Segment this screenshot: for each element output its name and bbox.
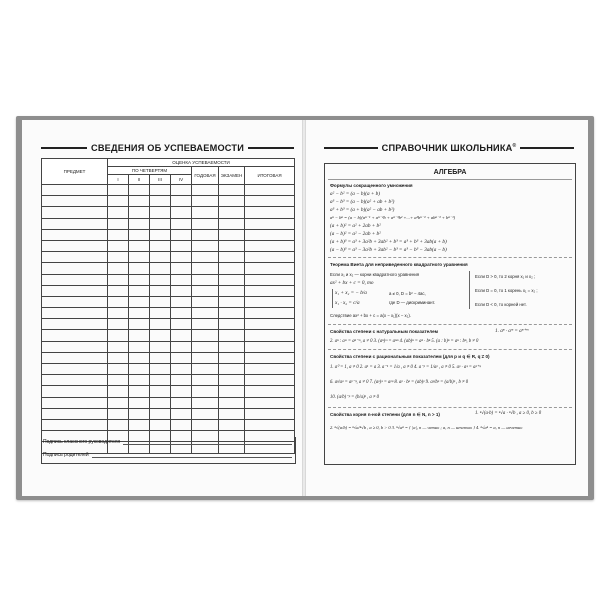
table-cell bbox=[150, 252, 171, 263]
col-quarter-3: III bbox=[150, 175, 171, 185]
table-cell bbox=[171, 240, 192, 251]
table-cell bbox=[42, 319, 108, 330]
heading-vieta: Теорема Виета для неприведенного квадратного уравнения bbox=[330, 262, 468, 267]
table-cell bbox=[150, 296, 171, 307]
table-cell bbox=[219, 419, 245, 430]
table-row bbox=[42, 419, 295, 430]
grades-table bbox=[41, 158, 295, 454]
table-cell bbox=[42, 285, 108, 296]
table-cell bbox=[150, 185, 171, 196]
table-cell bbox=[245, 352, 295, 363]
table-cell bbox=[245, 285, 295, 296]
table-cell bbox=[108, 364, 129, 375]
formula: a² − b² = (a − b)(a + b) bbox=[330, 191, 380, 197]
formula: (a + b)² = a² + 2ab + b² bbox=[330, 223, 381, 229]
table-cell bbox=[42, 252, 108, 263]
table-cell bbox=[42, 364, 108, 375]
table-cell bbox=[129, 218, 150, 229]
table-cell bbox=[108, 386, 129, 397]
table-row bbox=[42, 352, 295, 363]
table-cell bbox=[42, 341, 108, 352]
table-cell bbox=[42, 419, 108, 430]
table-cell bbox=[192, 207, 219, 218]
vieta-case: Если D > 0, то 2 корня x₁ и x₂ ; bbox=[475, 274, 536, 279]
table-row bbox=[42, 229, 295, 240]
table-cell bbox=[150, 386, 171, 397]
left-title-bar bbox=[41, 142, 294, 154]
table-cell bbox=[219, 285, 245, 296]
table-cell bbox=[192, 352, 219, 363]
table-row bbox=[42, 408, 295, 419]
left-page-title: СВЕДЕНИЯ ОБ УСПЕВАЕМОСТИ bbox=[91, 143, 245, 153]
table-cell bbox=[150, 196, 171, 207]
table-cell bbox=[150, 263, 171, 274]
col-final: ИТОГОВАЯ bbox=[245, 167, 295, 185]
table-cell bbox=[108, 375, 129, 386]
table-cell bbox=[108, 240, 129, 251]
table-cell bbox=[108, 263, 129, 274]
table-cell bbox=[192, 319, 219, 330]
table-cell bbox=[108, 252, 129, 263]
table-cell bbox=[171, 196, 192, 207]
notebook-spine bbox=[302, 120, 306, 496]
teacher-signature-line bbox=[41, 438, 294, 445]
formula: a³ + b³ = (a + b)(a² − ab + b²) bbox=[330, 207, 395, 213]
table-cell bbox=[150, 274, 171, 285]
table-cell bbox=[108, 397, 129, 408]
table-row bbox=[42, 375, 295, 386]
table-cell bbox=[245, 274, 295, 285]
table-row bbox=[42, 207, 295, 218]
table-row bbox=[42, 218, 295, 229]
table-cell bbox=[171, 252, 192, 263]
table-cell bbox=[129, 229, 150, 240]
parents-signature-underline bbox=[92, 451, 292, 458]
table-cell bbox=[245, 263, 295, 274]
table-cell bbox=[245, 240, 295, 251]
table-row bbox=[42, 296, 295, 307]
table-cell bbox=[192, 308, 219, 319]
table-cell bbox=[129, 263, 150, 274]
table-cell bbox=[42, 296, 108, 307]
formula: (a − b)² = a² − 2ab + b² bbox=[330, 231, 381, 237]
table-cell bbox=[108, 296, 129, 307]
table-cell bbox=[245, 196, 295, 207]
table-cell bbox=[129, 419, 150, 430]
table-row bbox=[42, 240, 295, 251]
table-cell bbox=[219, 308, 245, 319]
root-rule: 1. ⁿ√(a·b) = ⁿ√a · ⁿ√b , a ≥ 0, b ≥ 0 bbox=[475, 411, 542, 416]
table-cell bbox=[171, 229, 192, 240]
table-cell bbox=[245, 330, 295, 341]
table-cell bbox=[108, 207, 129, 218]
table-cell bbox=[42, 240, 108, 251]
table-cell bbox=[245, 341, 295, 352]
formula: a³ − b³ = (a − b)(a² + ab + b²) bbox=[330, 199, 395, 205]
table-cell bbox=[171, 375, 192, 386]
table-cell bbox=[171, 308, 192, 319]
table-cell bbox=[108, 185, 129, 196]
table-cell bbox=[42, 185, 108, 196]
table-cell bbox=[108, 274, 129, 285]
table-cell bbox=[150, 341, 171, 352]
table-cell bbox=[192, 397, 219, 408]
table-cell bbox=[171, 296, 192, 307]
table-cell bbox=[150, 285, 171, 296]
rational-rules: 10. (a/b)⁻ᵖ = (b/a)ᵖ , a ≠ 0 bbox=[330, 395, 380, 400]
reference-box bbox=[324, 163, 576, 465]
table-row bbox=[42, 364, 295, 375]
table-cell bbox=[192, 196, 219, 207]
col-subject: ПРЕДМЕТ bbox=[42, 159, 108, 185]
table-cell bbox=[42, 397, 108, 408]
vieta-case: Если D < 0, то корней нет. bbox=[475, 302, 527, 307]
table-cell bbox=[108, 196, 129, 207]
vieta-text: Если x₁ и x₂ — корни квадратного уравнения bbox=[330, 272, 420, 277]
table-row bbox=[42, 274, 295, 285]
table-cell bbox=[108, 319, 129, 330]
divider bbox=[328, 349, 572, 350]
table-cell bbox=[42, 375, 108, 386]
table-cell bbox=[219, 263, 245, 274]
col-quarter-4: IV bbox=[171, 175, 192, 185]
heading-formulas: Формулы сокращенного умножения bbox=[330, 183, 413, 188]
table-cell bbox=[245, 408, 295, 419]
table-row bbox=[42, 263, 295, 274]
table-cell bbox=[192, 252, 219, 263]
table-cell bbox=[150, 364, 171, 375]
col-year: ГОДОВАЯ bbox=[192, 167, 219, 185]
table-cell bbox=[219, 397, 245, 408]
table-cell bbox=[129, 319, 150, 330]
teacher-signature-label: Подпись классного руководителя bbox=[43, 439, 121, 445]
table-cell bbox=[245, 252, 295, 263]
rational-rules: 1. a⁰ = 1, a ≠ 0 2. a¹ = a 3. a⁻¹ = 1/a , a ≠ 0 4. a⁻ᵖ = 1/aᵖ , a ≠ 0 5. aᵖ · aᵠ = aᵖ⁺ᵠ bbox=[330, 365, 481, 370]
table-cell bbox=[192, 185, 219, 196]
table-cell bbox=[150, 319, 171, 330]
table-cell bbox=[192, 364, 219, 375]
table-cell bbox=[171, 218, 192, 229]
table-cell bbox=[129, 386, 150, 397]
parents-signature-line bbox=[41, 451, 294, 458]
vieta-sum: x₁ + x₂ = − b/a bbox=[335, 290, 367, 296]
table-cell bbox=[108, 408, 129, 419]
divider bbox=[328, 324, 572, 325]
table-cell bbox=[171, 285, 192, 296]
table-cell bbox=[171, 319, 192, 330]
table-cell bbox=[192, 408, 219, 419]
rational-rules: 6. aᵖ/aᵠ = aᵖ⁻ᵠ, a ≠ 0 7. (aᵖ)ᵠ = aᵖᵠ 8. aᵖ · bᵖ = (ab)ᵖ 9. aᵖ/bᵖ = (a/b)ᵖ , b ≠ 0 bbox=[330, 380, 469, 385]
table-cell bbox=[192, 229, 219, 240]
table-cell bbox=[219, 229, 245, 240]
table-cell bbox=[129, 296, 150, 307]
table-cell bbox=[219, 319, 245, 330]
right-title-bar bbox=[324, 142, 574, 154]
table-cell bbox=[219, 386, 245, 397]
table-cell bbox=[42, 207, 108, 218]
table-cell bbox=[192, 330, 219, 341]
table-cell bbox=[42, 330, 108, 341]
natural-rule: 1. aⁿ · aᵐ = aⁿ⁺ᵐ bbox=[495, 328, 529, 334]
table-cell bbox=[245, 207, 295, 218]
table-cell bbox=[129, 285, 150, 296]
registered-mark: ® bbox=[512, 142, 517, 149]
table-cell bbox=[42, 263, 108, 274]
table-cell bbox=[171, 185, 192, 196]
table-cell bbox=[171, 364, 192, 375]
table-cell bbox=[219, 341, 245, 352]
table-cell bbox=[245, 296, 295, 307]
table-row bbox=[42, 341, 295, 352]
table-row bbox=[42, 285, 295, 296]
table-cell bbox=[129, 207, 150, 218]
table-cell bbox=[171, 397, 192, 408]
heading-roots: Свойства корня n-ной степени (для n ∈ N, n > 1) bbox=[330, 412, 440, 417]
table-cell bbox=[192, 285, 219, 296]
table-cell bbox=[129, 330, 150, 341]
formula: (a + b)³ = a³ + 3a²b + 3ab² + b³ = a³ + b³ + 3ab(a + b) bbox=[330, 239, 447, 245]
vieta-text: a ≠ 0, D = b² − 4ac, bbox=[389, 291, 426, 296]
table-row bbox=[42, 330, 295, 341]
section-algebra: АЛГЕБРА bbox=[433, 169, 467, 176]
table-cell bbox=[150, 375, 171, 386]
table-cell bbox=[192, 386, 219, 397]
table-row bbox=[42, 308, 295, 319]
table-cell bbox=[192, 218, 219, 229]
vieta-product: x₁ · x₂ = c/a bbox=[335, 300, 360, 306]
table-cell bbox=[129, 364, 150, 375]
table-cell bbox=[192, 263, 219, 274]
table-cell bbox=[129, 196, 150, 207]
vieta-text: где D — дискриминант. bbox=[389, 300, 436, 305]
table-cell bbox=[219, 408, 245, 419]
table-row bbox=[42, 252, 295, 263]
table-cell bbox=[129, 397, 150, 408]
table-cell bbox=[245, 419, 295, 430]
table-cell bbox=[192, 296, 219, 307]
table-cell bbox=[129, 308, 150, 319]
vieta-corollary: Следствие ax² + bx + c = a(x − x₁)(x − x₂). bbox=[330, 313, 411, 318]
divider bbox=[469, 271, 470, 309]
table-row bbox=[42, 397, 295, 408]
table-cell bbox=[219, 196, 245, 207]
table-row bbox=[42, 386, 295, 397]
table-cell bbox=[245, 397, 295, 408]
table-cell bbox=[42, 408, 108, 419]
table-cell bbox=[245, 218, 295, 229]
parents-signature-label: Подпись родителей bbox=[43, 452, 89, 458]
table-cell bbox=[42, 196, 108, 207]
table-cell bbox=[245, 319, 295, 330]
table-cell bbox=[171, 408, 192, 419]
col-quarters: ПО ЧЕТВЕРТЯМ bbox=[108, 167, 192, 175]
table-cell bbox=[129, 408, 150, 419]
table-cell bbox=[219, 375, 245, 386]
table-cell bbox=[150, 330, 171, 341]
vieta-case: Если D = 0, то 1 корень x₁ = x₂ ; bbox=[475, 288, 538, 293]
table-cell bbox=[219, 207, 245, 218]
vieta-text: ax² + bx + c = 0, то bbox=[330, 280, 374, 286]
table-row bbox=[42, 185, 295, 196]
heading-rational-exponent: Свойства степени с рациональным показателем (для p и q ∈ R, q ≠ 0) bbox=[330, 354, 490, 359]
formula: (a − b)³ = a³ − 3a²b + 3ab² − b³ = a³ − b³ − 3ab(a − b) bbox=[330, 247, 447, 253]
table-cell bbox=[219, 352, 245, 363]
table-cell bbox=[171, 263, 192, 274]
teacher-signature-underline bbox=[123, 438, 292, 445]
table-cell bbox=[42, 308, 108, 319]
table-cell bbox=[150, 218, 171, 229]
table-cell bbox=[219, 364, 245, 375]
table-cell bbox=[171, 386, 192, 397]
table-cell bbox=[171, 419, 192, 430]
col-quarter-1: I bbox=[108, 175, 129, 185]
table-cell bbox=[245, 386, 295, 397]
table-cell bbox=[219, 274, 245, 285]
table-row bbox=[42, 319, 295, 330]
divider bbox=[328, 407, 572, 408]
table-cell bbox=[219, 330, 245, 341]
table-cell bbox=[108, 218, 129, 229]
table-cell bbox=[171, 274, 192, 285]
table-cell bbox=[129, 375, 150, 386]
table-cell bbox=[150, 308, 171, 319]
heading-natural-exponent: Свойства степени с натуральным показателем bbox=[330, 329, 438, 334]
table-cell bbox=[108, 330, 129, 341]
table-cell bbox=[245, 308, 295, 319]
root-rules: 2. ⁿ√(a/b) = ⁿ√a/ⁿ√b , a ≥ 0, b > 0 3. ⁿ√aⁿ = { |a|, n — четно ; a, n — нечетно } 4. ⁿ√aⁿ = a, n — нечетно bbox=[330, 425, 523, 430]
right-page-title: СПРАВОЧНИК ШКОЛЬНИКА® bbox=[381, 142, 517, 154]
table-cell bbox=[108, 419, 129, 430]
divider bbox=[328, 257, 572, 258]
table-cell bbox=[245, 229, 295, 240]
table-cell bbox=[129, 274, 150, 285]
table-cell bbox=[171, 330, 192, 341]
table-cell bbox=[150, 240, 171, 251]
natural-rules: 2. aⁿ : aᵐ = aⁿ⁻ᵐ, a ≠ 0 3. (aⁿ)ᵐ = aⁿᵐ 4. (ab)ⁿ = aⁿ · bⁿ 5. (a : b)ⁿ = aⁿ : bⁿ, b ≠ 0 bbox=[330, 339, 479, 344]
table-cell bbox=[108, 308, 129, 319]
table-cell bbox=[150, 229, 171, 240]
table-cell bbox=[108, 229, 129, 240]
table-cell bbox=[150, 352, 171, 363]
table-cell bbox=[108, 341, 129, 352]
table-cell bbox=[108, 285, 129, 296]
table-cell bbox=[192, 419, 219, 430]
table-cell bbox=[219, 296, 245, 307]
table-cell bbox=[245, 375, 295, 386]
table-cell bbox=[219, 218, 245, 229]
table-cell bbox=[129, 252, 150, 263]
table-cell bbox=[42, 274, 108, 285]
table-cell bbox=[192, 375, 219, 386]
table-cell bbox=[245, 364, 295, 375]
table-cell bbox=[150, 408, 171, 419]
table-cell bbox=[171, 352, 192, 363]
table-cell bbox=[192, 240, 219, 251]
table-cell bbox=[219, 252, 245, 263]
table-cell bbox=[192, 341, 219, 352]
table-cell bbox=[192, 274, 219, 285]
table-cell bbox=[150, 207, 171, 218]
col-quarter-2: II bbox=[129, 175, 150, 185]
table-cell bbox=[42, 229, 108, 240]
system-brace bbox=[332, 289, 333, 308]
table-row bbox=[42, 196, 295, 207]
table-cell bbox=[219, 240, 245, 251]
col-exam: ЭКЗАМЕН bbox=[219, 167, 245, 185]
table-cell bbox=[219, 185, 245, 196]
table-cell bbox=[150, 397, 171, 408]
table-cell bbox=[42, 218, 108, 229]
table-cell bbox=[171, 341, 192, 352]
divider bbox=[328, 179, 572, 180]
table-cell bbox=[245, 185, 295, 196]
table-cell bbox=[42, 386, 108, 397]
table-cell bbox=[129, 240, 150, 251]
table-cell bbox=[129, 185, 150, 196]
table-cell bbox=[129, 341, 150, 352]
table-cell bbox=[171, 207, 192, 218]
table-cell bbox=[150, 419, 171, 430]
col-grades: ОЦЕНКА УСПЕВАЕМОСТИ bbox=[108, 159, 295, 167]
table-cell bbox=[129, 352, 150, 363]
table-cell bbox=[108, 352, 129, 363]
table-cell bbox=[42, 352, 108, 363]
formula: aⁿ − bⁿ = (a − b)(aⁿ⁻¹ + aⁿ⁻²b + aⁿ⁻³b² +...+ a²bⁿ⁻³ + abⁿ⁻² + bⁿ⁻¹) bbox=[330, 215, 456, 220]
